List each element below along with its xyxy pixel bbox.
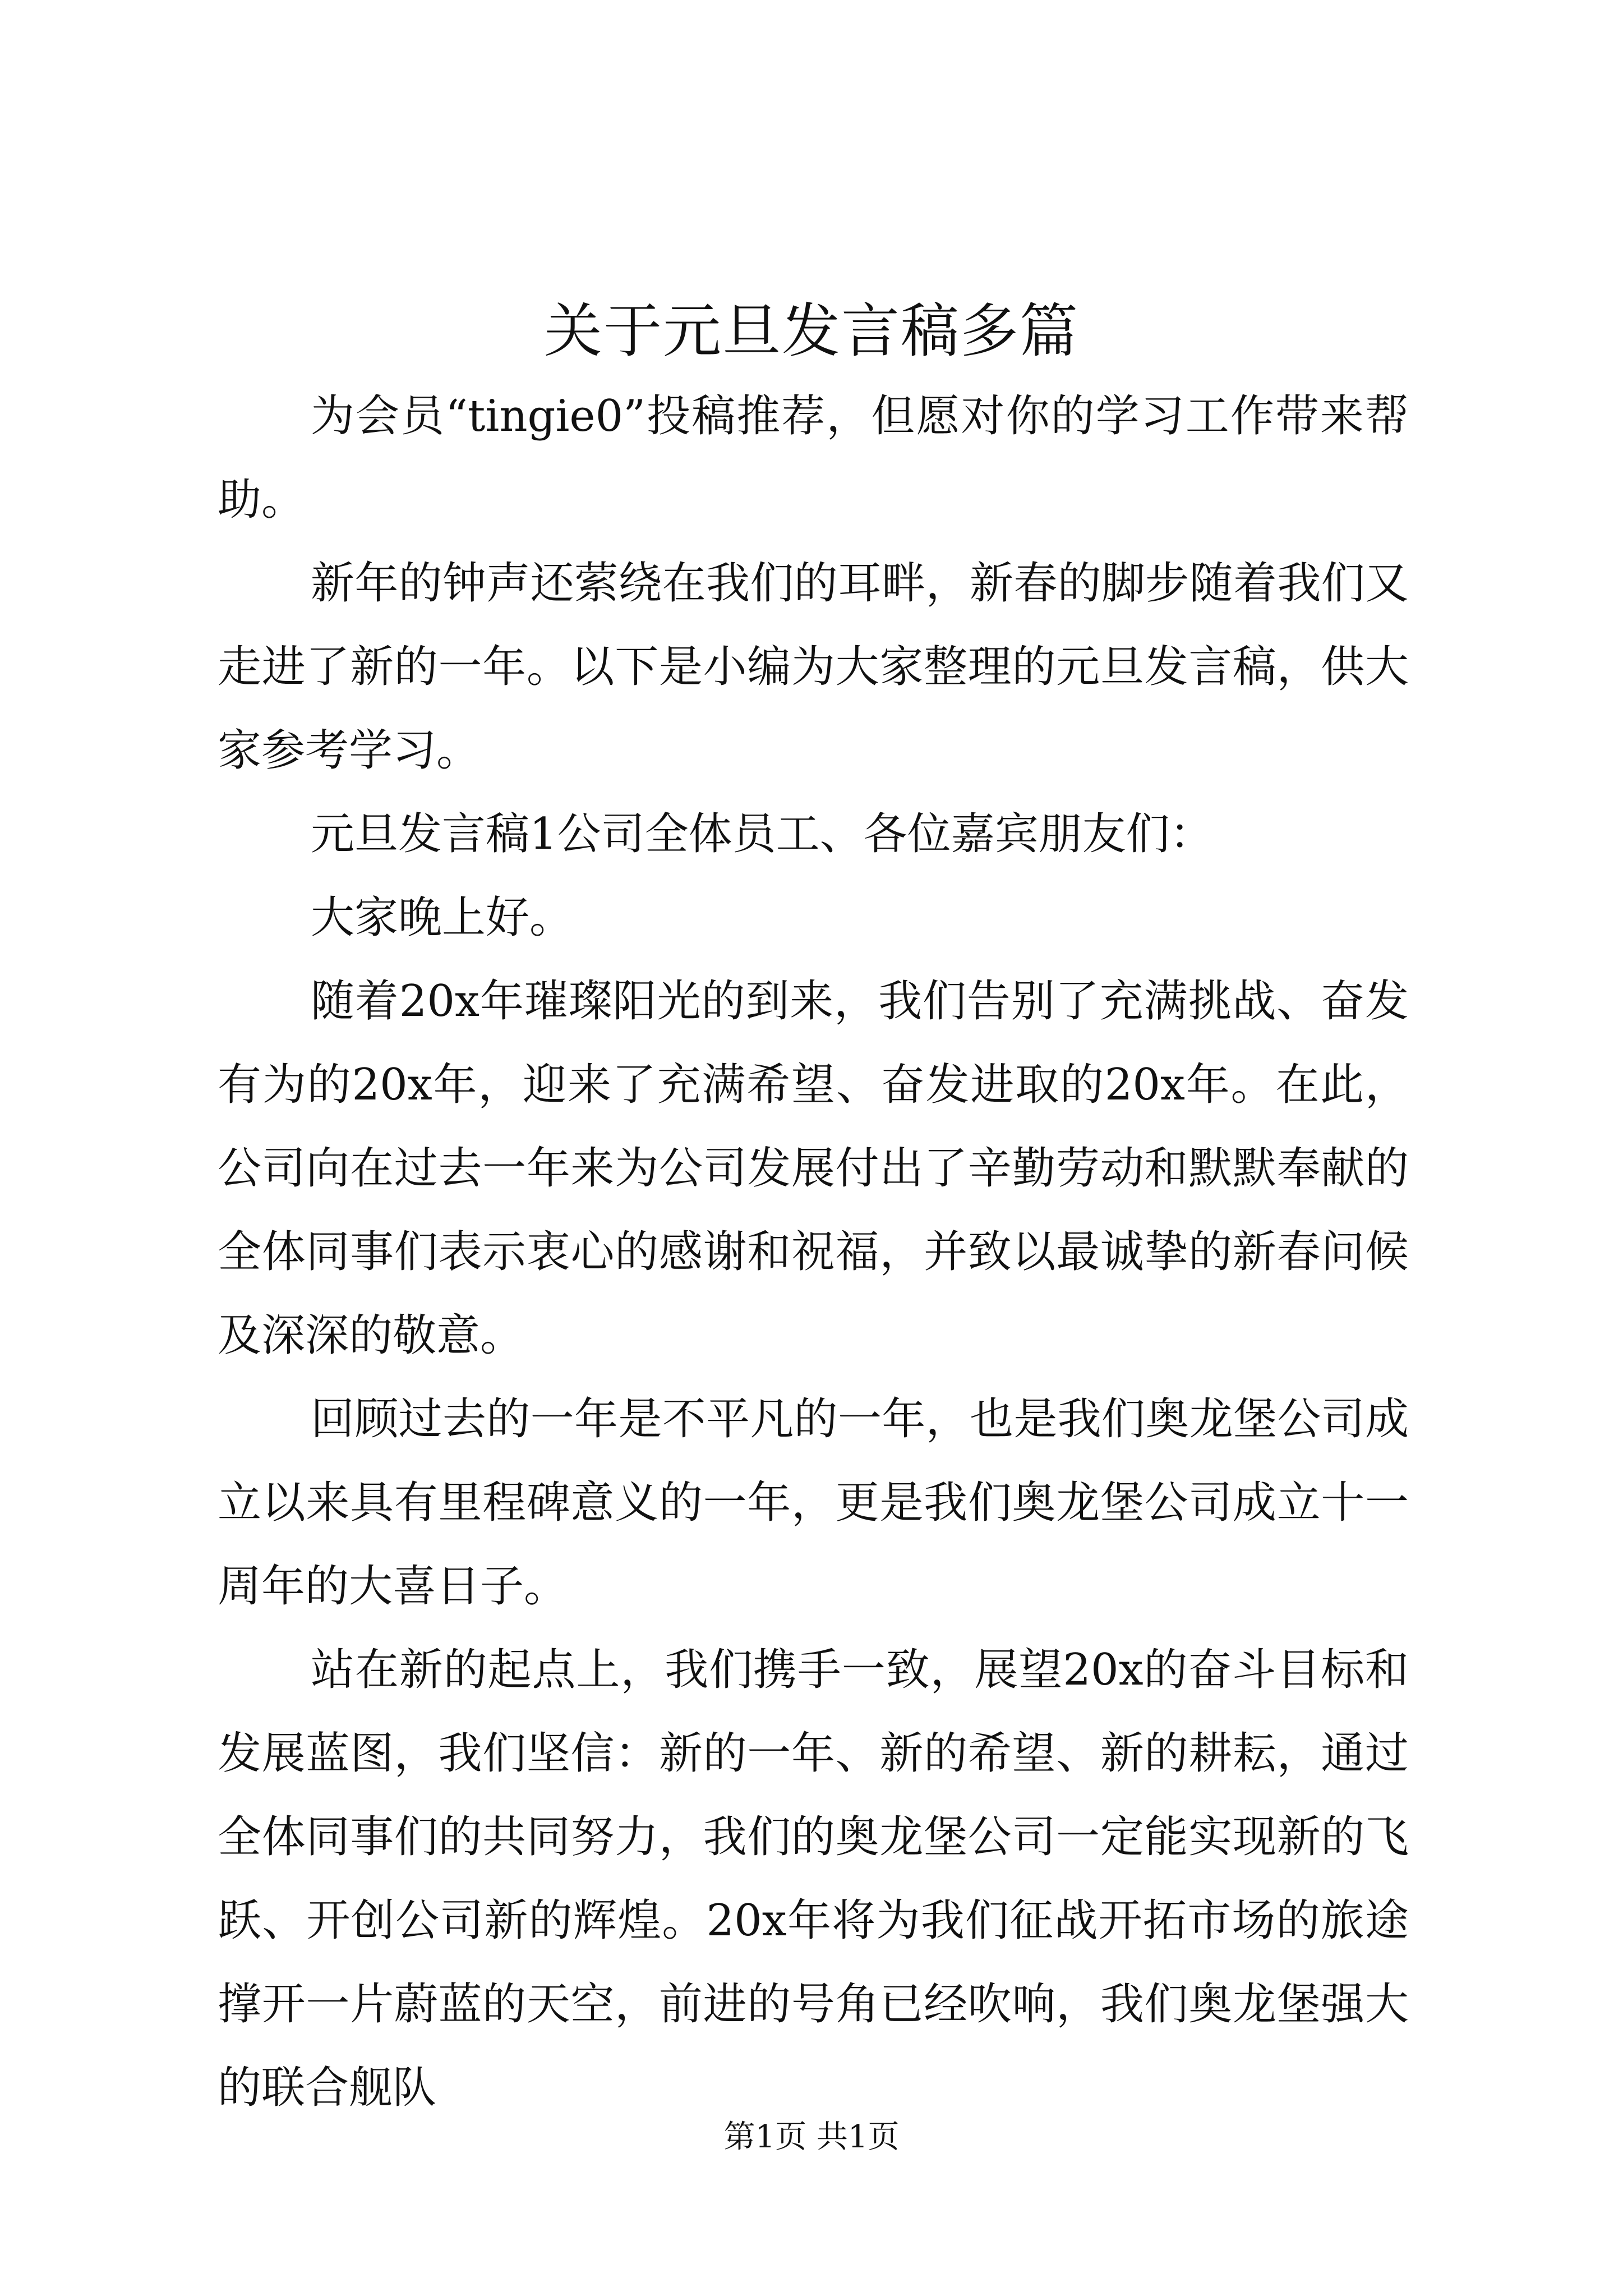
paragraph: 随着20x年璀璨阳光的到来，我们告别了充满挑战、奋发有为的20x年，迎来了充满希望、奋发进取的20x年。在此，公司向在过去一年来为公司发展付出了辛勤劳动和默默奉献的全体同事们表示衷心的感谢和祝福，并致以最诚挚的新春问候及深深的敬意。 bbox=[218, 976, 1409, 1361]
paragraph: 站在新的起点上，我们携手一致，展望20x的奋斗目标和发展蓝图，我们坚信：新的一年、新的希望、新的耕耘，通过全体同事们的共同努力，我们的奥龙堡公司一定能实现新的飞跃、开创公司新的辉煌。20x年将为我们征战开拓市场的旅途撑开一片蔚蓝的天空，前进的号角已经吹响，我们奥龙堡强大的联合舰队 bbox=[218, 1645, 1409, 2113]
page-footer: 第1页 共1页 bbox=[723, 2119, 900, 2155]
paragraph: 元旦发言稿1公司全体员工、各位嘉宾朋友们： bbox=[311, 809, 1214, 859]
paragraph: 回顾过去的一年是不平凡的一年，也是我们奥龙堡公司成立以来具有里程碑意义的一年，更是我们奥龙堡公司成立十一周年的大喜日子。 bbox=[218, 1394, 1409, 1612]
document-body bbox=[218, 375, 1409, 2130]
paragraph: 为会员“tingie0”投稿推荐，但愿对你的学习工作带来帮助。 bbox=[218, 391, 1409, 525]
document-title: 关于元旦发言稿多篇 bbox=[543, 297, 1079, 365]
paragraph: 新年的钟声还萦绕在我们的耳畔，新春的脚步随着我们又走进了新的一年。以下是小编为大家整理的元旦发言稿，供大家参考学习。 bbox=[218, 558, 1409, 776]
paragraph: 大家晚上好。 bbox=[311, 892, 574, 943]
